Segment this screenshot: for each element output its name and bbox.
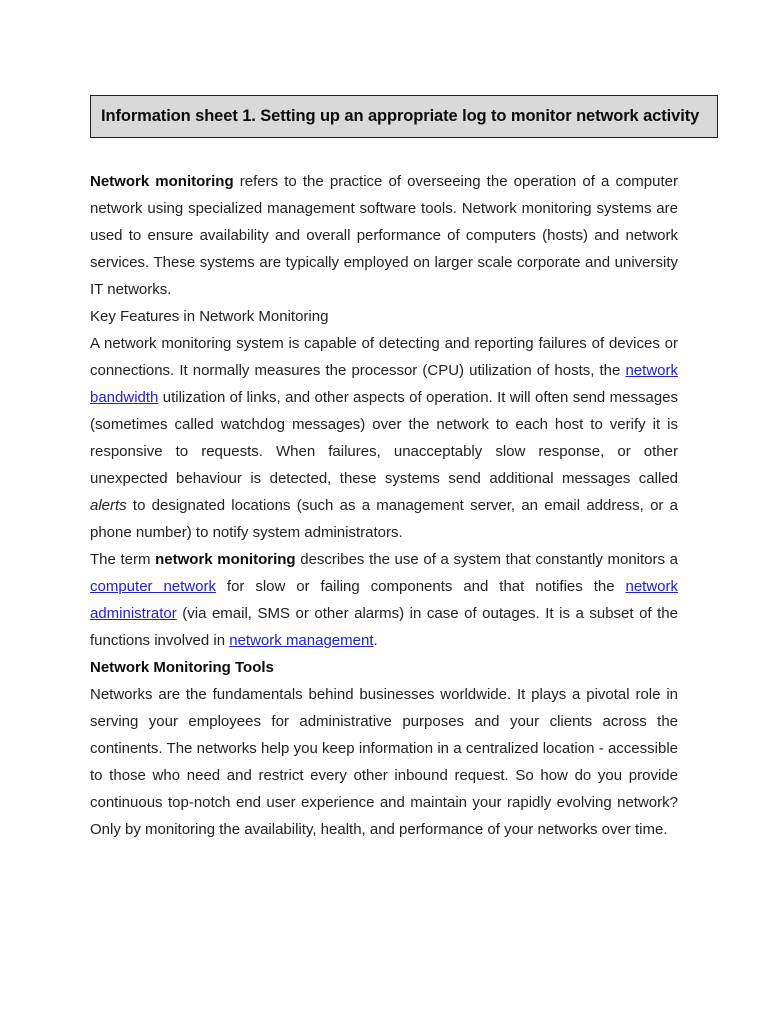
paragraph-network-monitoring-tools-body: Networks are the fundamentals behind businesses worldwide. It plays a pivotal role in serving your employees for administrative purposes and your clients across the continents. The networks help you keep information in a centralized location - accessible to those who need and restrict every other inbound request. So how do you provide continuous top-notch end user experience and maintain your rapidly evolving network? Only by monitoring the availability, health, and performance of your networks over time. — [90, 686, 678, 838]
paragraph-3-part-3: for slow or failing components and that notifies the — [215, 578, 626, 595]
paragraph-3-part-4: (via email, SMS or other alarms) in case of outages. It is a subset of the functions involved in — [90, 605, 678, 649]
page-title: Information sheet 1. Setting up an appropriate log to monitor network activity — [101, 107, 700, 125]
link-network-administrator[interactable]: network administrator — [90, 578, 679, 622]
paragraph-network-monitoring-definition — [90, 168, 678, 303]
paragraph-2-part-2: utilization of links, and other aspects of operation. It will often send messages (sometimes called watchdog messages) over the network to each host to verify it is responsive to requests. When failures, unacceptably slow response, or other unexpected behaviour is detected, these systems send additional messages called — [90, 389, 678, 487]
information-sheet-title-box — [90, 95, 718, 138]
link-network-management[interactable]: network management — [229, 632, 374, 649]
paragraph-3-part-2: describes the use of a system that constantly monitors a — [295, 551, 678, 568]
paragraph-2-part-1: A network monitoring system is capable of detecting and reporting failures of devices or connections. It normally measures the processor (CPU) utilization of hosts, the — [90, 335, 678, 379]
subheading-network-monitoring-tools: Network Monitoring Tools — [90, 659, 274, 676]
paragraph-3-part-1: The term — [90, 551, 156, 568]
paragraph-3-part-5: . — [373, 632, 378, 649]
paragraph-1-text: refers to the practice of overseeing the operation of a computer network using specialized management software tools. Network monitoring systems are used to ensure availability and overall performance of computers (hosts) and network services. These systems are typically employed on larger scale corporate and university IT networks. — [90, 173, 678, 298]
paragraph-2-part-3: to designated locations (such as a management server, an email address, or a phone number) to notify system administrators. — [90, 497, 678, 541]
term-network-monitoring-bold-2: network monitoring — [155, 551, 296, 568]
term-alerts-italic: alerts — [90, 497, 127, 514]
document-content — [90, 95, 700, 843]
link-computer-network[interactable]: computer network — [90, 578, 216, 595]
paragraph-term-network-monitoring — [90, 546, 678, 654]
link-network-bandwidth[interactable]: network bandwidth — [90, 362, 678, 406]
subheading-key-features: Key Features in Network Monitoring — [90, 308, 329, 325]
term-network-monitoring-bold: Network monitoring — [90, 173, 234, 190]
paragraph-key-features-body — [90, 330, 678, 546]
